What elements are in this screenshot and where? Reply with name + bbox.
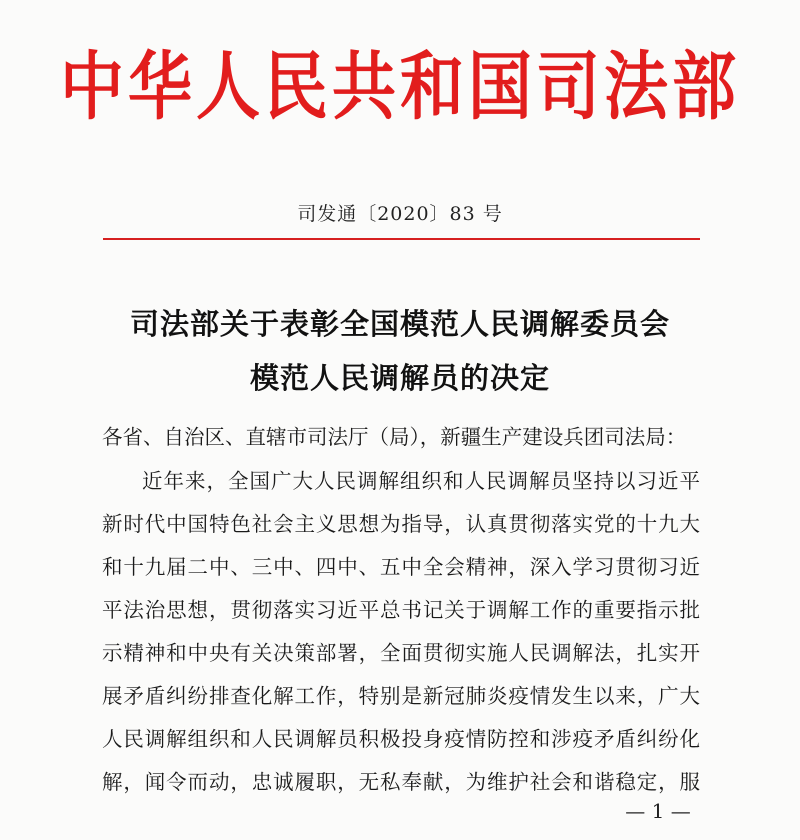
document-number: 司发通〔2020〕83 号 [297,203,503,225]
agency-header: 中华人民共和国司法部 [60,45,740,131]
document-title-line-1: 司法部关于表彰全国模范人民调解委员会 [129,307,670,341]
salutation: 各省、自治区、直辖市司法厅（局），新疆生产建设兵团司法局： [102,425,687,449]
page-number: — 1 — [625,799,691,823]
paragraph-line: 近年来，全国广大人民调解组织和人民调解员坚持以习近平 [142,469,700,493]
paragraph-line: 人民调解组织和人民调解员积极投身疫情防控和涉疫矛盾纠纷化 [102,727,700,751]
document-title-line-2: 模范人民调解员的决定 [249,361,550,395]
paragraph-line: 新时代中国特色社会主义思想为指导，认真贯彻落实党的十九大 [102,512,700,536]
paragraph-line: 解，闻令而动，忠诚履职，无私奉献，为维护社会和谐稳定，服 [102,770,700,794]
paragraph-line: 示精神和中央有关决策部署，全面贯彻实施人民调解法，扎实开 [102,641,700,665]
paragraph-line: 平法治思想，贯彻落实习近平总书记关于调解工作的重要指示批 [102,598,700,622]
paragraph-line: 和十九届二中、三中、四中、五中全会精神，深入学习贯彻习近 [102,555,700,579]
red-divider-line [103,238,700,240]
paragraph-line: 展矛盾纠纷排查化解工作，特别是新冠肺炎疫情发生以来，广大 [102,684,700,708]
